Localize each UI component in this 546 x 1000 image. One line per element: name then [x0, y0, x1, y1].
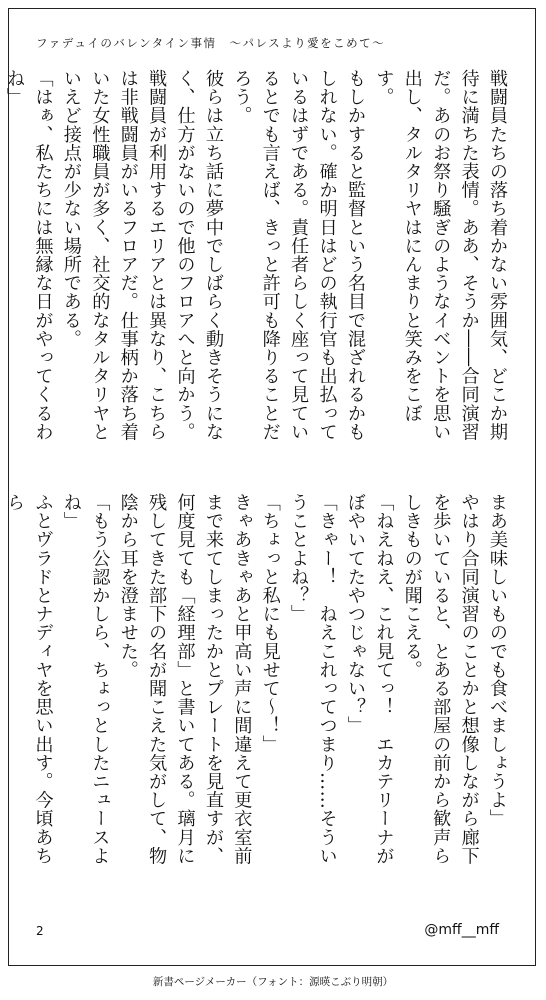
generator-credit: 新書ページメーカー（フォント：源暎こぶり明朝） — [152, 976, 394, 988]
page-frame — [4, 8, 536, 966]
dialogue-line: 「もう公認かしら、ちょっとしたニュースよね」 — [60, 493, 111, 865]
author-handle: @mff__mff — [424, 922, 499, 938]
running-header: ファデュイのバレンタイン事情 ～パレスより愛をこめて～ — [36, 36, 386, 50]
paragraph: きゃあきゃあと甲高い声に間違えて更衣室前まで来てしまったかとプレートを見直すが、何度見ても「経理部」と書いてある。璃月に残してきた部下の名が聞こえた気がして、物陰から耳を澄ませた。 — [117, 493, 253, 865]
paragraph: 戦闘員たちの落ち着かない雰囲気、どこか期待に満ちた表情。ああ、そうか――合同演習だ。あのお祭り騒ぎのようなイベントを思い出し、タルタリヤはにんまりと笑みをこぼす。 — [373, 69, 508, 441]
dialogue-line: 「きゃー！ ねえこれってつまり……そういうことよね？」 — [288, 493, 338, 865]
dialogue-line: 「ねえねえ、これ見てっ！ エカテリーナがぼやいてたやつじゃない？」 — [344, 493, 395, 865]
body-text-lower-block — [4, 493, 511, 883]
paragraph: やはり合同演習のことかと想像しながら廊下を歩いていると、とある部屋の前から歓声らしきものが聞こえる。 — [401, 493, 480, 865]
page-number: 2 — [36, 924, 44, 938]
body-text-upper-block — [4, 69, 511, 459]
paragraph: もしかすると監督という名目で混ざれるかもしれない。確か明日はどの執行官も出払っているはずである。責任者らしく座って見ているとでも言えば、きっと許可も降りることだろう。 — [231, 69, 366, 441]
dialogue-line: 「ちょっと私にも見せて～！」 — [259, 493, 281, 754]
dialogue-line: まあ美味しいものでも食べましょうよ」 — [487, 493, 508, 828]
dialogue-line: 「はぁ、私たちには無縁な日がやってくるわね」 — [4, 69, 54, 441]
paragraph: ふとヴラドとナディヤを思い出す。今頃あちら — [4, 493, 54, 865]
paragraph: 彼らは立ち話に夢中でしばらく動きそうになく、仕方がないので他のフロアへと向かう。戦闘員が利用するエリアとは異なり、こちらは非戦闘員がいるフロアだ。仕事柄か落ち着いた女性職員が多く、社交的なタルタリヤといえど接点が少ない場所である。 — [60, 69, 224, 441]
